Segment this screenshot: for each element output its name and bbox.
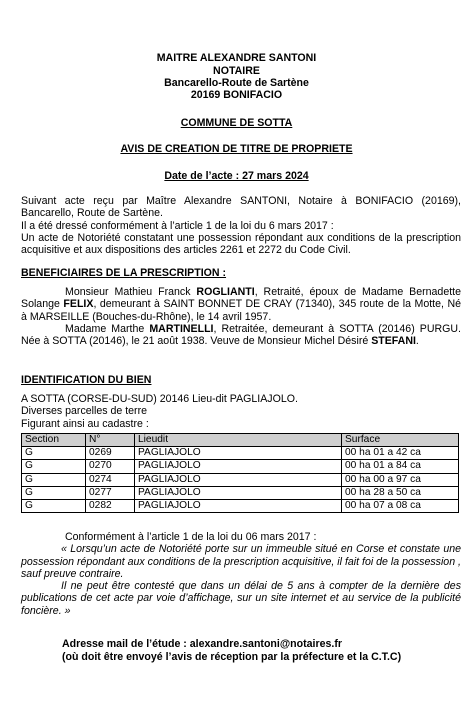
beneficiary-2-text-a: Madame Marthe bbox=[65, 322, 150, 335]
beneficiaires-text bbox=[21, 286, 461, 347]
date-acte: Date de l’acte : 27 mars 2024 bbox=[164, 170, 309, 182]
study-email: Adresse mail de l’étude : alexandre.santoni@notaires.fr bbox=[62, 638, 342, 650]
commune-heading: COMMUNE DE SOTTA bbox=[180, 117, 293, 129]
notary-name: MAITRE ALEXANDRE SANTONI bbox=[156, 52, 317, 64]
beneficiary-2 bbox=[21, 323, 461, 348]
cell-section: G bbox=[22, 460, 86, 473]
beneficiary-1-text-a: Monsieur Mathieu Franck bbox=[65, 286, 197, 298]
intro-line-1: Suivant acte reçu par Maître Alexandre SANTONI, Notaire à BONIFACIO (20169), Bancarello, Route de Sartène. bbox=[21, 195, 461, 220]
intro-line-3: Un acte de Notoriété constatant une possession répondant aux conditions de la prescription acquisitive et aux dispositions des articles 2261 et 2272 du Code Civil. bbox=[21, 231, 461, 257]
cell-numero: 0277 bbox=[86, 486, 135, 499]
col-surface: Surface bbox=[342, 434, 459, 447]
table-row bbox=[22, 486, 459, 499]
bien-heading: IDENTIFICATION DU BIEN bbox=[21, 374, 152, 386]
beneficiary-2-text-c: . bbox=[415, 335, 419, 348]
loi-quote-1: « Lorsqu’un acte de Notoriété porte sur un immeuble situé en Corse et constate une possession répondant aux conditions de la prescription acquisitive, il fait foi de la possession , sauf preuve contraire. bbox=[21, 543, 461, 580]
cell-section: G bbox=[22, 473, 86, 486]
bien-type: Diverses parcelles de terre bbox=[21, 405, 147, 418]
beneficiaires-heading: BENEFICIAIRES DE LA PRESCRIPTION : bbox=[21, 267, 227, 279]
cell-section: G bbox=[22, 486, 86, 499]
beneficiary-2-text-b: , Retraitée, demeurant à SOTTA (20146) PURGU. Née à SOTTA (20146), le 21 août 1938. Veuve de Monsieur Michel Désiré bbox=[21, 322, 462, 348]
cell-surface: 00 ha 01 a 42 ca bbox=[342, 447, 459, 460]
loi-section bbox=[21, 531, 461, 617]
beneficiary-1-surname: ROGLIANTI bbox=[196, 286, 255, 298]
notary-address: Bancarello-Route de Sartène bbox=[164, 77, 309, 89]
beneficiary-2-surname: MARTINELLI bbox=[149, 322, 214, 335]
cell-lieudit: PAGLIAJOLO bbox=[135, 500, 342, 513]
notary-title: NOTAIRE bbox=[213, 65, 260, 77]
cell-surface: 00 ha 07 a 08 ca bbox=[342, 500, 459, 513]
col-numero: N° bbox=[86, 434, 135, 447]
beneficiary-1-spouse-surname: FELIX bbox=[63, 298, 94, 311]
cell-section: G bbox=[22, 447, 86, 460]
cell-lieudit: PAGLIAJOLO bbox=[135, 486, 342, 499]
cell-section: G bbox=[22, 500, 86, 513]
intro-line-2: Il a été dressé conformément à l’article 1 de la loi du 6 mars 2017 : bbox=[21, 219, 334, 232]
cell-lieudit: PAGLIAJOLO bbox=[135, 473, 342, 486]
cell-surface: 00 ha 28 a 50 ca bbox=[342, 486, 459, 499]
beneficiary-1-text-b: , Retraité, époux de Madame Bernadette Solange bbox=[21, 286, 461, 311]
intro-paragraph bbox=[21, 195, 461, 256]
cell-numero: 0274 bbox=[86, 473, 135, 486]
table-row bbox=[22, 447, 459, 460]
avis-title: AVIS DE CREATION DE TITRE DE PROPRIETE bbox=[120, 143, 353, 155]
cadastre-table bbox=[21, 433, 459, 513]
bien-location: A SOTTA (CORSE-DU-SUD) 20146 Lieu-dit PAGLIAJOLO. bbox=[21, 393, 298, 405]
beneficiary-1 bbox=[21, 286, 461, 323]
cell-numero: 0282 bbox=[86, 500, 135, 513]
beneficiary-2-spouse-surname: STEFANI bbox=[371, 335, 416, 348]
table-row bbox=[22, 460, 459, 473]
notary-city: 20169 BONIFACIO bbox=[190, 89, 283, 101]
cadastre-header-row bbox=[22, 434, 459, 447]
col-section: Section bbox=[22, 434, 86, 447]
cell-surface: 00 ha 01 a 84 ca bbox=[342, 460, 459, 473]
bien-cadastre-intro: Figurant ainsi au cadastre : bbox=[21, 417, 149, 430]
cell-lieudit: PAGLIAJOLO bbox=[135, 460, 342, 473]
email-note: (où doit être envoyé l’avis de réception par la préfecture et la C.T.C) bbox=[62, 651, 402, 663]
cell-numero: 0270 bbox=[86, 460, 135, 473]
loi-quote-2: Il ne peut être contesté que dans un délai de 5 ans à compter de la dernière des publications de cet acte par voie d’affichage, sur un site internet et au service de la publicité foncière. » bbox=[21, 580, 461, 617]
loi-intro: Conformément à l’article 1 de la loi du 06 mars 2017 : bbox=[65, 531, 317, 543]
beneficiary-1-text-c: , demeurant à SAINT BONNET DE CRAY (71340), 345 route de la Motte, Né à MARSEILLE (Bouches-du-Rhône), le 14 avril 1957. bbox=[21, 298, 461, 323]
cell-lieudit: PAGLIAJOLO bbox=[135, 447, 342, 460]
cell-surface: 00 ha 00 a 97 ca bbox=[342, 473, 459, 486]
bien-description bbox=[21, 393, 461, 430]
col-lieudit: Lieudit bbox=[135, 434, 342, 447]
table-row bbox=[22, 500, 459, 513]
table-row bbox=[22, 473, 459, 486]
cell-numero: 0269 bbox=[86, 447, 135, 460]
